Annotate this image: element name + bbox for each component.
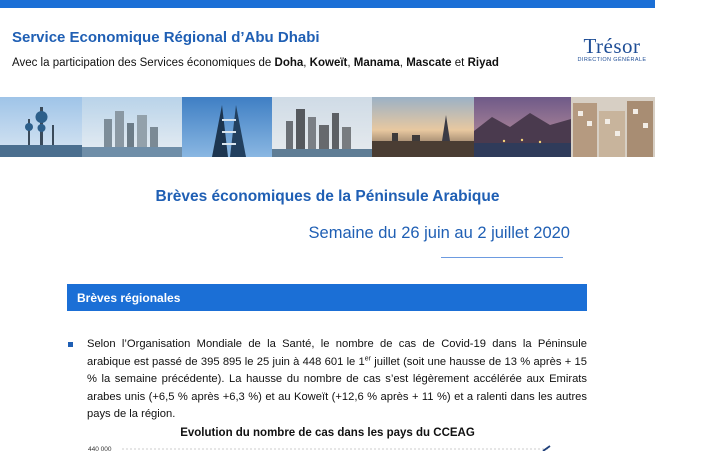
skyline-photo-1 bbox=[82, 97, 182, 157]
paragraph-part-2: juillet (soit une hausse de 13 % après + 15 % la semaine précédente). La hausse du nombre de cas s’est légèrement accélérée aux Emirats arabes unis (+6,5 % après +6,3 %) et au Koweït (+12,6 % après + 11 %) et a ralenti dans les autres pays de la région. bbox=[87, 355, 587, 421]
city-manama: Manama bbox=[353, 57, 400, 69]
participation-prefix: Avec la participation des Services économiques de bbox=[12, 57, 275, 69]
participation-line bbox=[12, 57, 499, 69]
top-accent-bar bbox=[0, 0, 655, 8]
y-tick-label: 440 000 bbox=[88, 446, 112, 451]
page-title: Brèves économiques de la Péninsule Arabique bbox=[155, 188, 500, 205]
section-title: Brèves régionales bbox=[77, 291, 181, 305]
city-doha: Doha bbox=[274, 57, 304, 69]
sanaa-houses-photo bbox=[571, 97, 655, 157]
paragraph bbox=[87, 336, 587, 424]
bahrain-wtc-photo bbox=[182, 97, 272, 157]
paragraph-part-1: Selon l’Organisation Mondiale de la Santé, le nombre de cas de Covid-19 dans la Péninsule arabique est passé de 395 895 le 25 juin à 448 601 le 1 bbox=[87, 338, 587, 368]
riyadh-dusk-photo bbox=[372, 97, 474, 157]
separator-2: , bbox=[347, 57, 354, 69]
city-mascate: Mascate bbox=[406, 57, 452, 69]
bullet-icon bbox=[68, 342, 73, 347]
city-koweit: Koweït bbox=[309, 57, 348, 69]
chart bbox=[88, 440, 558, 451]
title-underline bbox=[441, 257, 563, 258]
muscat-coast-photo bbox=[474, 97, 571, 157]
city-photo-banner bbox=[0, 97, 655, 157]
skyline-photo-2 bbox=[272, 97, 372, 157]
paragraph-superscript: er bbox=[364, 354, 372, 362]
city-riyad: Riyad bbox=[467, 57, 499, 69]
service-title: Service Economique Régional d’Abu Dhabi bbox=[12, 29, 320, 46]
logo-word: Trésor bbox=[583, 34, 641, 58]
tresor-logo bbox=[572, 36, 652, 63]
week-subtitle: Semaine du 26 juin au 2 juillet 2020 bbox=[308, 224, 570, 242]
logo-subtitle: DIRECTION GÉNÉRALE bbox=[577, 57, 647, 63]
separator-3: , bbox=[399, 57, 407, 69]
chart-title: Evolution du nombre de cas dans les pays du CCEAG bbox=[180, 427, 475, 439]
series-line-segment bbox=[543, 446, 550, 451]
section-header bbox=[67, 284, 587, 311]
kuwait-towers-photo bbox=[0, 97, 82, 157]
conjunction: et bbox=[451, 57, 468, 69]
separator-1: , bbox=[303, 57, 310, 69]
